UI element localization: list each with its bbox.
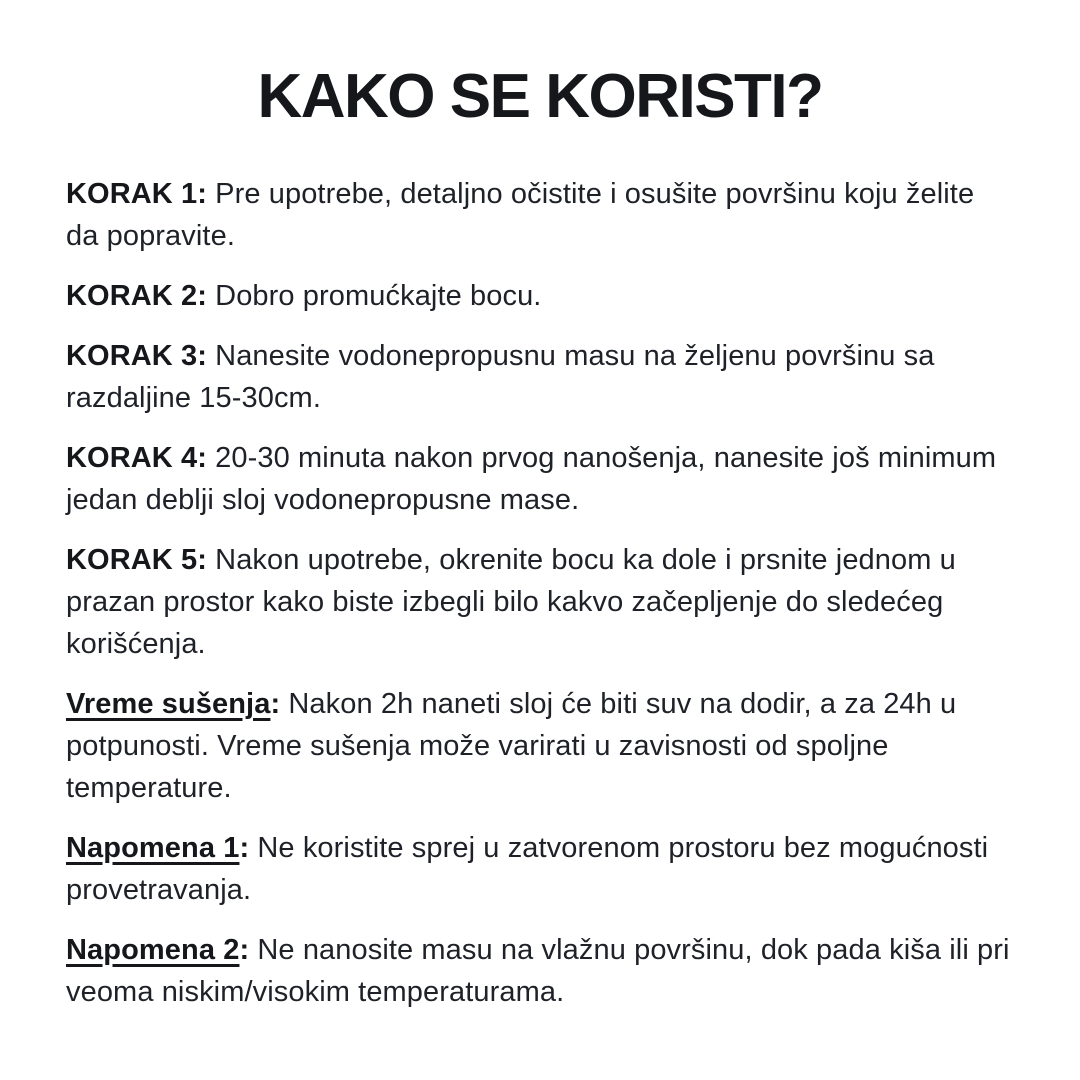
instruction-step-5: [66, 539, 1014, 665]
step-1-text: Pre upotrebe, detaljno očistite i osušite površinu koju želite da popravite.: [66, 178, 975, 253]
step-2-text: Dobro promućkajte bocu.: [215, 280, 542, 313]
step-4-label: KORAK 4:: [66, 442, 207, 475]
step-1-label: KORAK 1:: [66, 178, 207, 211]
instruction-step-1: [66, 173, 1014, 257]
step-5-label: KORAK 5:: [66, 544, 207, 577]
note-1: [66, 827, 1014, 911]
step-4-text: 20-30 minuta nakon prvog nanošenja, nanesite još minimum jedan deblji sloj vodonepropusne mase.: [66, 442, 997, 517]
step-2-label: KORAK 2:: [66, 280, 207, 313]
drying-time-label: Vreme sušenja:: [66, 688, 281, 721]
note-2: [66, 929, 1014, 1013]
instruction-step-4: [66, 437, 1014, 521]
step-3-text: Nanesite vodonepropusnu masu na željenu površinu sa razdaljine 15-30cm.: [66, 340, 935, 415]
drying-time-note: [66, 683, 1014, 809]
drying-time-text: Nakon 2h naneti sloj će biti suv na dodir, a za 24h u potpunosti. Vreme sušenja može varirati u zavisnosti od spoljne temperature.: [66, 688, 957, 805]
page-title: KAKO SE KORISTI?: [257, 62, 823, 131]
note-1-text: Ne koristite sprej u zatvorenom prostoru bez mogućnosti provetravanja.: [66, 832, 989, 907]
instruction-list: [66, 173, 1014, 1013]
note-2-label: Napomena 2:: [66, 934, 250, 967]
note-2-text: Ne nanosite masu na vlažnu površinu, dok pada kiša ili pri veoma niskim/visokim temperaturama.: [66, 934, 1010, 1009]
step-3-label: KORAK 3:: [66, 340, 207, 373]
note-1-label: Napomena 1:: [66, 832, 250, 865]
instruction-step-2: [66, 275, 1014, 317]
instruction-step-3: [66, 335, 1014, 419]
step-5-text: Nakon upotrebe, okrenite bocu ka dole i prsnite jednom u prazan prostor kako biste izbegli bilo kakvo začepljenje do sledećeg korišćenja.: [66, 544, 956, 661]
